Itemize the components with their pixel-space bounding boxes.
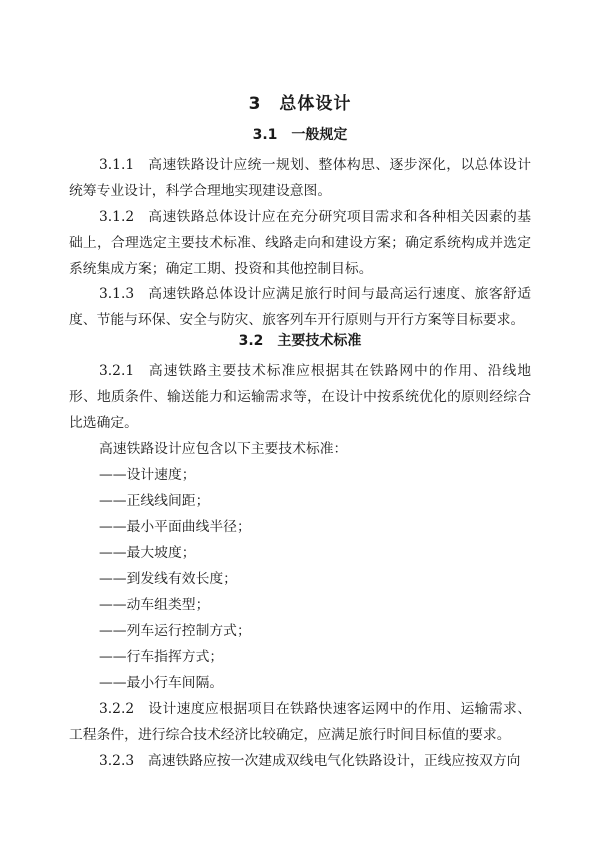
list-intro: 高速铁路设计应包含以下主要技术标准： [99,441,348,457]
list-item-design-speed: ——设计速度； [99,467,196,483]
list-item-emu-type: ——动车组类型； [99,597,210,613]
chapter-title: 3 总体设计 [248,94,352,114]
list-item-siding-length: ——到发线有效长度； [99,571,237,587]
list-item-max-gradient: ——最大坡度； [99,545,196,561]
list-item-dispatch-mode: ——行车指挥方式； [99,649,224,665]
clause-3-2-1: 3.2.1 高速铁路主要技术标准应根据其在铁路网中的作用、沿线地形、地质条件、输送能力和运输需求等，在设计中按系统优化的原则经综合比选确定。 [69,363,531,431]
section-title-3-1: 3.1 一般规定 [252,127,348,143]
list-item-train-control: ——列车运行控制方式； [99,623,251,639]
section-title-3-2: 3.2 主要技术标准 [238,333,362,349]
clause-3-2-3: 3.2.3 高速铁路应按一次建成双线电气化铁路设计，正线应按双方向 [99,753,521,769]
list-item-min-headway: ——最小行车间隔。 [99,675,224,691]
list-item-line-spacing: ——正线线间距； [99,493,210,509]
list-item-min-curve-radius: ——最小平面曲线半径； [99,519,251,535]
clause-3-1-1: 3.1.1 高速铁路设计应统一规划、整体构思、逐步深化，以总体设计统筹专业设计，科学合理地实现建设意图。 [69,157,531,199]
clause-3-1-3: 3.1.3 高速铁路总体设计应满足旅行时间与最高运行速度、旅客舒适度、节能与环保、安全与防灾、旅客列车开行原则与开行方案等目标要求。 [69,286,531,328]
clause-3-1-2: 3.1.2 高速铁路总体设计应在充分研究项目需求和各种相关因素的基础上，合理选定主要技术标准、线路走向和建设方案；确定系统构成并选定系统集成方案；确定工期、投资和其他控制目标。 [69,209,531,277]
clause-3-2-2: 3.2.2 设计速度应根据项目在铁路快速客运网中的作用、运输需求、工程条件，进行综合技术经济比较确定，应满足旅行时间目标值的要求。 [69,701,531,743]
